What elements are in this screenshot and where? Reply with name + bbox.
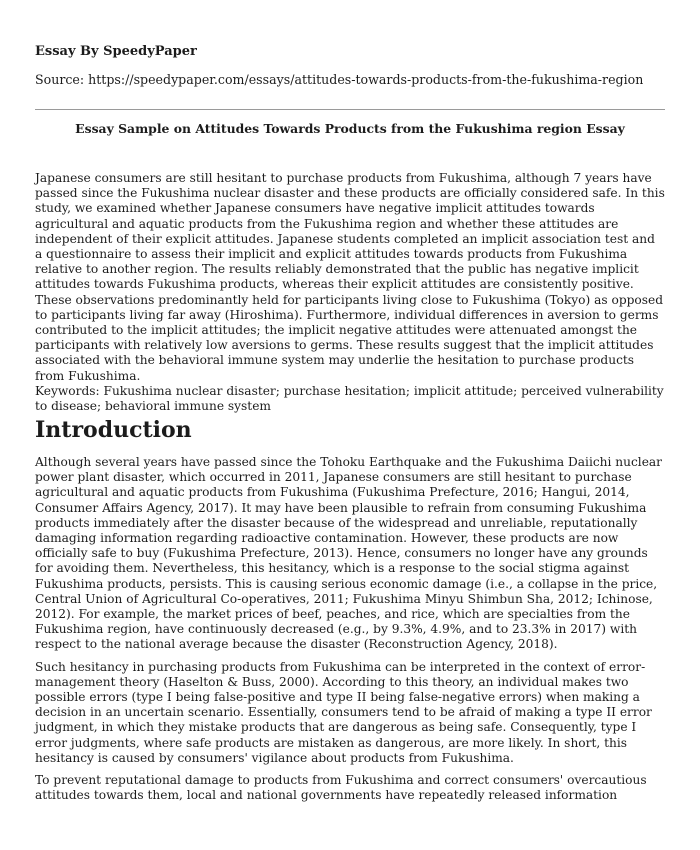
paragraph: Such hesitancy in purchasing products from Fukushima can be interpreted in the context of error-management theory (Haselton & Buss, 2000). According to this theory, an individual makes two possible errors (type I being false-positive and type II being false-negative errors) when making a decision in an uncertain scenario. Essentially, consumers tend to be afraid of making a type II error judgment, in which they mistake products that are dangerous as being safe. Consequently, type I error judgments, where safe products are mistaken as dangerous, are more likely. In short, this hesitancy is caused by consumers' vigilance about products from Fukushima. bbox=[35, 659, 652, 765]
header-divider bbox=[35, 109, 665, 110]
section-heading: Introduction bbox=[35, 417, 192, 443]
introduction-body bbox=[35, 455, 665, 810]
site-label: Essay By SpeedyPaper bbox=[35, 44, 197, 59]
paragraph: Although several years have passed since the Tohoku Earthquake and the Fukushima Daiichi nuclear power plant disaster, which occurred in 2011, Japanese consumers are still hesitant to purchase agricultural and aquatic products from Fukushima (Fukushima Prefecture, 2016; Hangui, 2014, Consumer Affairs Agency, 2017). It may have been plausible to refrain from consuming Fukushima products immediately after the disaster because of the widespread and unreliable, reputationally damaging information regarding radioactive contamination. However, these products are now officially safe to buy (Fukushima Prefecture, 2013). Hence, consumers no longer have any grounds for avoiding them. Nevertheless, this hesitancy, which is a response to the social stigma against Fukushima products, persists. This is causing serious economic damage (i.e., a collapse in the price, Central Union of Agricultural Co-operatives, 2011; Fukushima Minyu Shimbun Sha, 2012; Ichinose, 2012). For example, the market prices of beef, peaches, and rice, which are specialties from the Fukushima region, have continuously decreased (e.g., by 9.3%, 4.9%, and to 23.3% in 2017) with respect to the national average because the disaster (Reconstruction Agency, 2018). bbox=[35, 455, 663, 652]
essay-title: Essay Sample on Attitudes Towards Products from the Fukushima region Essay bbox=[75, 121, 625, 136]
abstract-text: Japanese consumers are still hesitant to purchase products from Fukushima, although 7 years have passed since the Fukushima nuclear disaster and these products are officially considered safe. In this study, we examined whether Japanese consumers have negative implicit attitudes towards agricultural and aquatic products from the Fukushima region and whether these attitudes are independent of their explicit attitudes. Japanese students completed an implicit association test and a questionnaire to assess their implicit and explicit attitudes towards products from Fukushima relative to another region. The results reliably demonstrated that the public has negative implicit attitudes towards Fukushima products, whereas their explicit attitudes are consistently positive. These observations predominantly held for participants living close to Fukushima (Tokyo) as opposed to participants living far away (Hiroshima). Furthermore, individual differences in aversion to germs contributed to the implicit attitudes; the implicit negative attitudes were attenuated amongst the participants with relatively low aversions to germs. These results suggest that the implicit attitudes associated with the behavioral immune system may underlie the hesitation to purchase products from Fukushima. bbox=[35, 171, 665, 383]
source-line: Source: https://speedypaper.com/essays/attitudes-towards-products-from-the-fukushima-region bbox=[35, 72, 644, 87]
keywords-text: Keywords: Fukushima nuclear disaster; purchase hesitation; implicit attitude; perceived vulnerability to disease; behavioral immune system bbox=[35, 383, 664, 414]
abstract-block bbox=[35, 171, 665, 414]
paragraph: To prevent reputational damage to products from Fukushima and correct consumers' overcautious attitudes towards them, local and national governments have repeatedly released information bbox=[35, 773, 647, 803]
